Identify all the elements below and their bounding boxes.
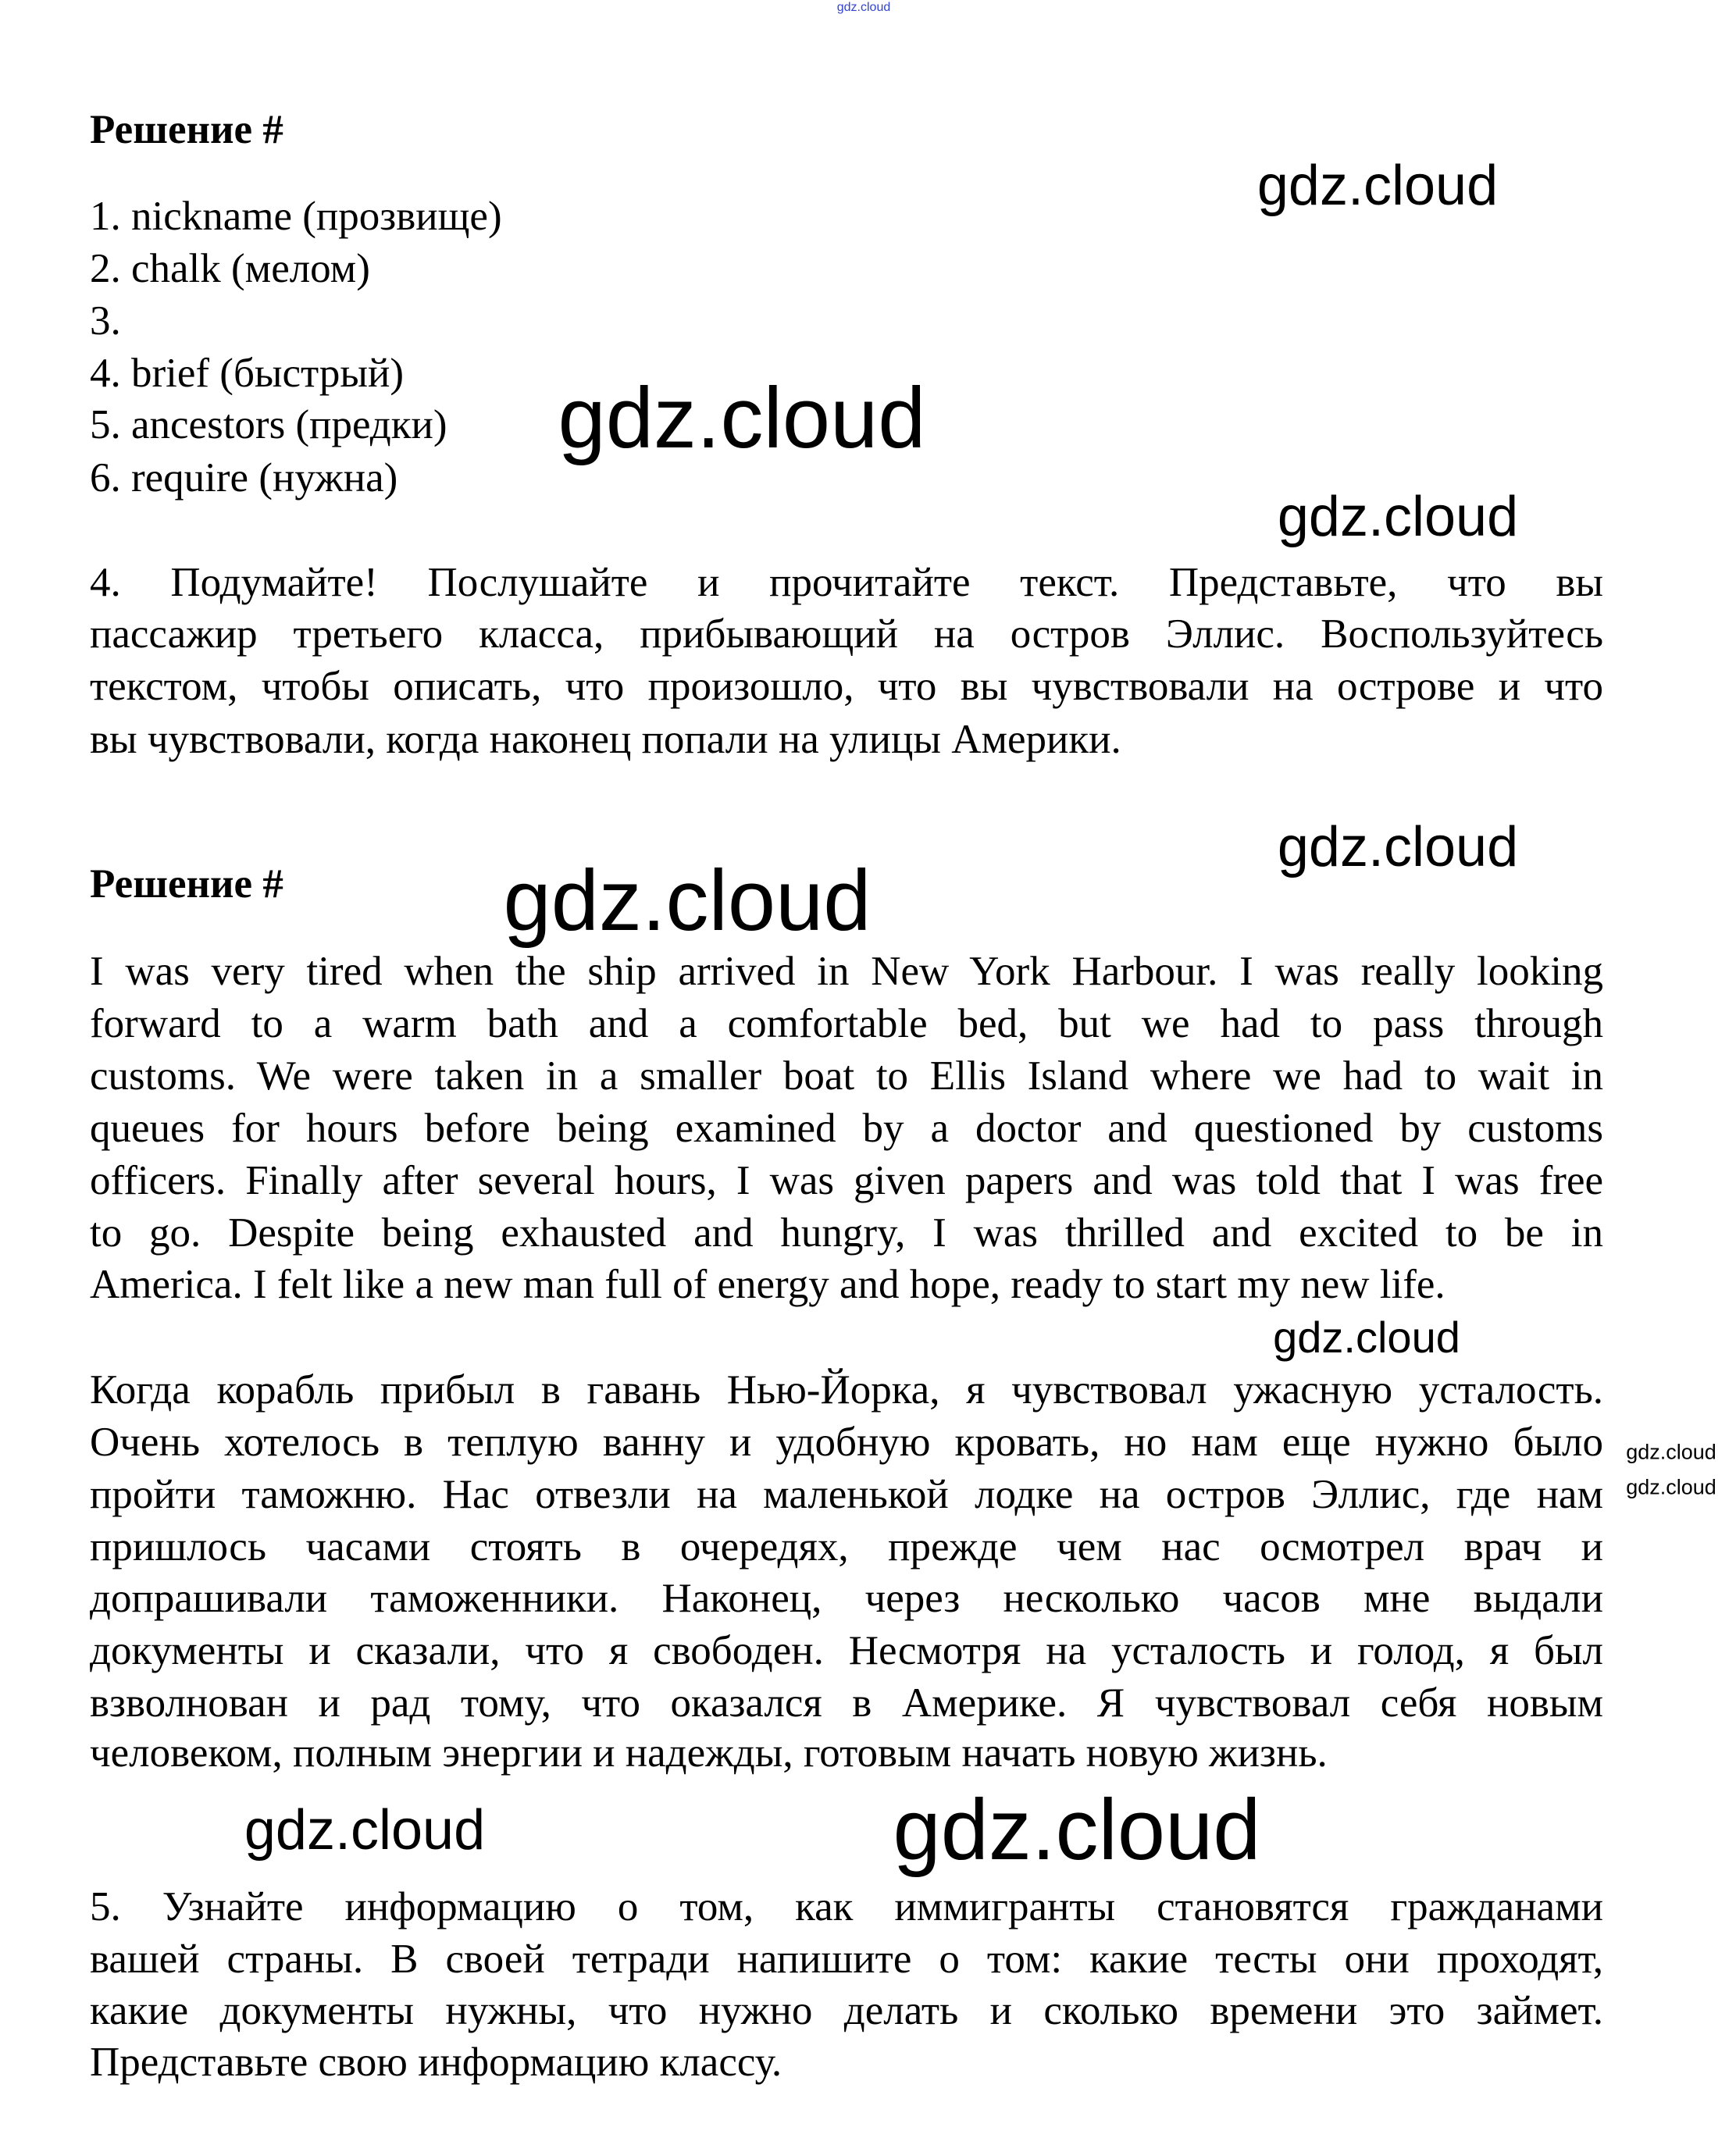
text-line: взволнован и рад тому, что оказался в Америке. Я чувствовал себя новым xyxy=(90,1680,1603,1726)
top-watermark: gdz.cloud xyxy=(836,1,891,14)
text-line: America. I felt like a new man full of energy and hope, ready to start my new life. xyxy=(90,1262,1445,1307)
answer-item: 2. chalk (мелом) xyxy=(90,246,370,291)
watermark: gdz.cloud xyxy=(1273,1313,1460,1362)
text-line: queues for hours before being examined by a doctor and questioned by customs xyxy=(90,1106,1603,1151)
text-line: 4. Подумайте! Послушайте и прочитайте текст. Представьте, что вы xyxy=(90,560,1603,605)
text-line: Представьте свою информацию классу. xyxy=(90,2040,782,2085)
watermark: gdz.cloud xyxy=(244,1799,486,1862)
watermark: gdz.cloud xyxy=(1257,155,1499,217)
solution-heading-1: Решение # xyxy=(90,107,283,152)
answer-item: 6. require (нужна) xyxy=(90,455,398,501)
text-line: человеком, полным энергии и надежды, готовым начать новую жизнь. xyxy=(90,1730,1328,1776)
watermark: gdz.cloud xyxy=(1626,1440,1716,1464)
text-line: пассажир третьего класса, прибывающий на остров Эллис. Воспользуйтесь xyxy=(90,611,1603,657)
text-line: Когда корабль прибыл в гавань Нью-Йорка, я чувствовал ужасную усталость. xyxy=(90,1367,1603,1413)
text-line: 5. Узнайте информацию о том, как иммигранты становятся гражданами xyxy=(90,1884,1603,1929)
text-line: вы чувствовали, когда наконец попали на улицы Америки. xyxy=(90,717,1121,762)
answer-item: 1. nickname (прозвище) xyxy=(90,194,502,239)
text-line: пройти таможню. Нас отвезли на маленькой лодке на остров Эллис, где нам xyxy=(90,1472,1603,1517)
watermark: gdz.cloud xyxy=(893,1782,1261,1878)
text-line: допрашивали таможенники. Наконец, через несколько часов мне выдали xyxy=(90,1576,1603,1621)
watermark: gdz.cloud xyxy=(558,370,926,466)
watermark: gdz.cloud xyxy=(1277,816,1519,878)
text-line: какие документы нужны, что нужно делать и сколько времени это займет. xyxy=(90,1988,1603,2033)
watermark: gdz.cloud xyxy=(1626,1475,1716,1499)
text-line: forward to a warm bath and a comfortable bed, but we had to pass through xyxy=(90,1001,1603,1046)
text-line: to go. Despite being exhausted and hungry, I was thrilled and excited to be in xyxy=(90,1210,1603,1256)
text-line: officers. Finally after several hours, I was given papers and was told that I was free xyxy=(90,1158,1603,1203)
answer-item: 5. ancestors (предки) xyxy=(90,402,447,447)
watermark: gdz.cloud xyxy=(503,853,872,949)
text-line: customs. We were taken in a smaller boat to Ellis Island where we had to wait in xyxy=(90,1053,1603,1099)
text-line: текстом, чтобы описать, что произошло, что вы чувствовали на острове и что xyxy=(90,664,1603,709)
text-line: документы и сказали, что я свободен. Несмотря на усталость и голод, я был xyxy=(90,1628,1603,1673)
answer-item: 3. xyxy=(90,298,121,344)
solution-heading-2: Решение # xyxy=(90,861,283,907)
answer-item: 4. brief (быстрый) xyxy=(90,351,404,396)
text-line: пришлось часами стоять в очередях, прежде чем нас осмотрел врач и xyxy=(90,1524,1603,1569)
watermark: gdz.cloud xyxy=(1277,486,1519,548)
text-line: Очень хотелось в теплую ванну и удобную кровать, но нам еще нужно было xyxy=(90,1420,1603,1465)
text-line: I was very tired when the ship arrived in New York Harbour. I was really looking xyxy=(90,949,1603,994)
text-line: вашей страны. В своей тетради напишите о том: какие тесты они проходят, xyxy=(90,1936,1603,1982)
